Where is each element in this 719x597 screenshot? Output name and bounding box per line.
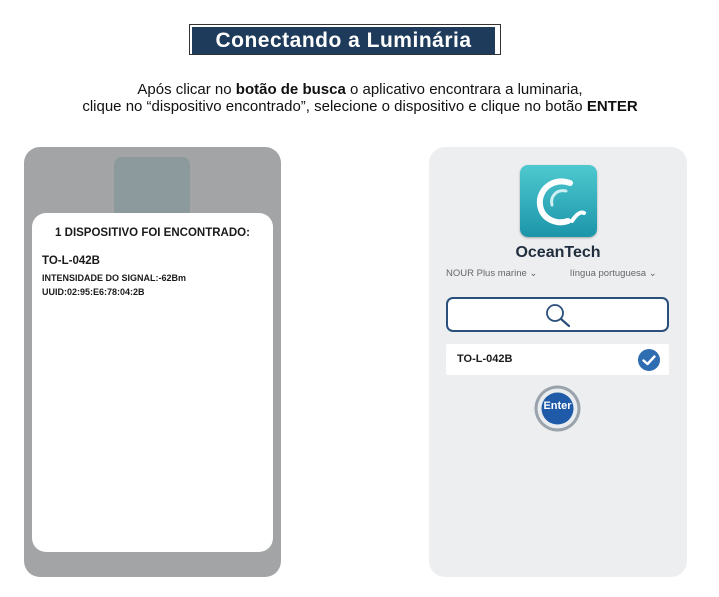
search-icon	[544, 302, 572, 328]
instruction-text: o aplicativo encontrara a luminaria,	[345, 81, 583, 98]
language-dropdown-label: língua portuguesa	[570, 268, 647, 279]
device-list-item[interactable]	[446, 344, 669, 375]
title-banner	[189, 24, 501, 56]
devices-found-popup	[32, 213, 273, 552]
enter-button[interactable]	[533, 384, 582, 438]
phone-screen-app	[429, 147, 687, 577]
instruction-text: clique no “dispositivo encontrado”, selecione o dispositivo e clique no botão	[82, 98, 587, 115]
phone-screen-search-results	[24, 147, 281, 577]
page-title: Conectando a Luminária	[192, 27, 495, 54]
model-dropdown[interactable]	[446, 268, 537, 279]
chevron-down-icon: ⌄	[648, 268, 657, 279]
instruction-text: Após clicar no	[137, 81, 236, 98]
instructions-line-1	[10, 81, 710, 98]
instruction-bold: botão de busca	[235, 81, 346, 98]
device-uuid: UUID:02:95:E6:78:04:2B	[42, 287, 145, 297]
check-circle-icon	[637, 348, 661, 372]
language-dropdown[interactable]	[570, 268, 657, 279]
popup-title: 1 DISPOSITIVO FOI ENCONTRADO:	[55, 227, 250, 239]
signal-intensity: INTENSIDADE DO SIGNAL:-62Bm	[42, 273, 187, 283]
enter-button-label: Enter	[543, 400, 572, 412]
device-name: TO-L-042B	[457, 353, 513, 365]
model-dropdown-label: NOUR Plus marine	[446, 268, 527, 279]
instruction-bold: ENTER	[586, 98, 638, 115]
chevron-down-icon: ⌄	[529, 268, 538, 279]
enter-button-graphic	[533, 384, 582, 433]
brand-name: OceanTech	[515, 244, 601, 261]
search-button[interactable]	[446, 297, 669, 332]
instructions	[10, 81, 710, 115]
instructions-line-2	[10, 98, 710, 115]
found-device-item[interactable]: TO-L-042B	[42, 255, 100, 267]
wave-logo-icon	[520, 165, 597, 237]
oceantech-logo	[520, 165, 597, 237]
